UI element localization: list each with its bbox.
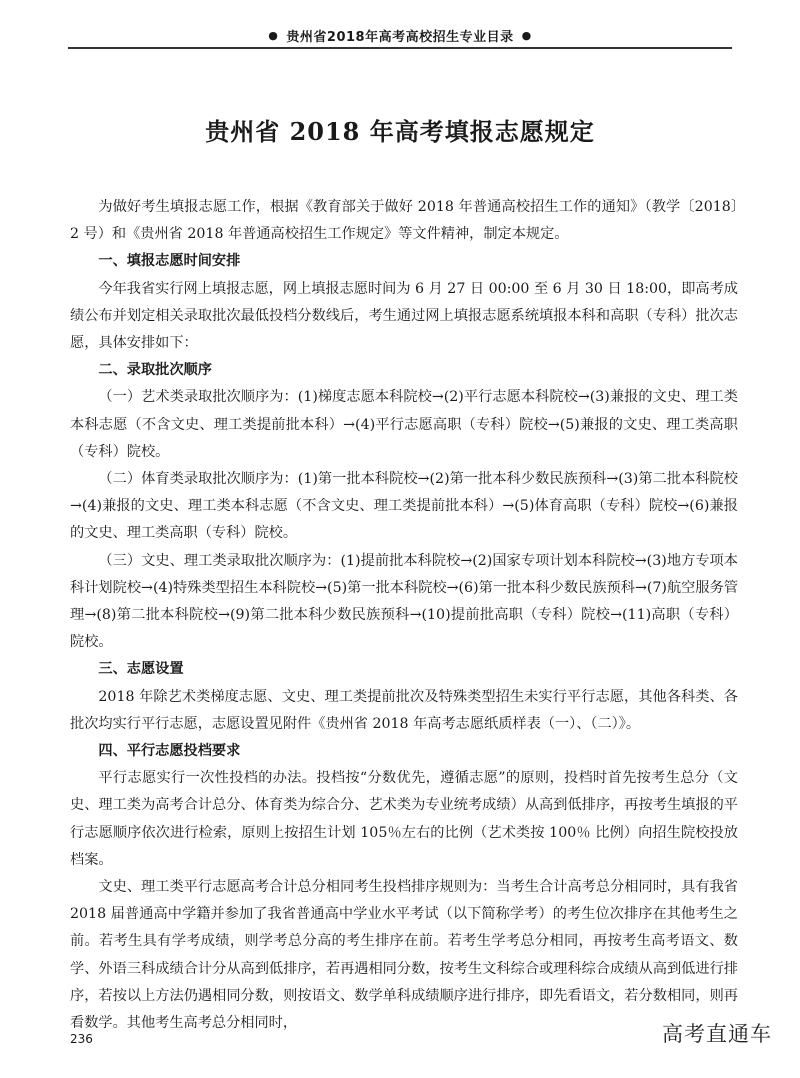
paragraph: 平行志愿实行一次性投档的办法。投档按“分数优先，遵循志愿”的原则，投档时首先按考生总分（文史、理工类为高考合计总分、体育类为综合分、艺术类为专业统考成绩）从高到低排序，再按考生填报的平行志愿顺序依次进行检索，原则上按招生计划 105％左右的比例（艺术类按 100％ 比例）向招生院校投放档案。 (70, 770, 738, 868)
document-body (70, 194, 738, 1037)
page-number: 236 (70, 1032, 93, 1046)
paragraph: （二）体育类录取批次顺序为：(1)第一批本科院校→(2)第一批本科少数民族预科→(3)第二批本科院校→(4)兼报的文史、理工类本科志愿（不含文史、理工类提前批本科）→(5)体育高职（专科）院校→(6)兼报的文史、理工类高职（专科）院校。 (70, 471, 738, 542)
paragraph: （三）文史、理工类录取批次顺序为：(1)提前批本科院校→(2)国家专项计划本科院校→(3)地方专项本科计划院校→(4)特殊类型招生本科院校→(5)第一批本科院校→(6)第一批本科少数民族预科→(7)航空服务管理→(8)第二批本科院校→(9)第二批本科少数民族预科→(10)提前批高职（专科）院校→(11)高职（专科）院校。 (70, 552, 738, 651)
section-heading: 一、填报志愿时间安排 (98, 253, 241, 270)
document-title: 贵州省 2018 年高考填报志愿规定 (205, 117, 595, 146)
section-heading: 四、平行志愿投档要求 (98, 743, 241, 760)
section-heading: 二、录取批次顺序 (98, 362, 212, 379)
running-header-title: 贵州省2018年高考高校招生专业目录 (286, 29, 514, 45)
paragraph: （一）艺术类录取批次顺序为：(1)梯度志愿本科院校→(2)平行志愿本科院校→(3)兼报的文史、理工类本科志愿（不含文史、理工类提前批本科）→(4)平行志愿高职（专科）院校→(5)兼报的文史、理工类高职（专科）院校。 (70, 389, 738, 460)
paragraph: 今年我省实行网上填报志愿，网上填报志愿时间为 6 月 27 日 00:00 至 6 月 30 日 18:00，即高考成绩公布并划定相关录取批次最低投档分数线后，考生通过网上填报志愿系统填报本科和高职（专科）批次志愿，具体安排如下： (70, 280, 738, 352)
bullet-icon: ● (521, 28, 532, 42)
running-header (68, 24, 732, 46)
section-heading: 三、志愿设置 (98, 661, 184, 678)
watermark: 高考直通车 (662, 1022, 772, 1046)
header-rule (68, 47, 732, 49)
paragraph: 2018 年除艺术类梯度志愿、文史、理工类提前批次及特殊类型招生未实行平行志愿，其他各科类、各批次均实行平行志愿，志愿设置见附件《贵州省 2018 年高考志愿纸质样表（一）、（二）》。 (70, 688, 738, 732)
bullet-icon: ● (268, 28, 279, 42)
paragraph: 文史、理工类平行志愿高考合计总分相同考生投档排序规则为：当考生合计高考总分相同时，具有我省 2018 届普通高中学籍并参加了我省普通高中学业水平考试（以下简称学考）的考生位次排序在其他考生之前。若考生具有学考成绩，则学考总分高的考生排序在前。若考生学考总分相同，再按考生高考语文、数学、外语三科成绩合计分从高到低排序，若再遇相同分数，按考生文科综合或理科综合成绩从高到低进行排序，若按以上方法仍遇相同分数，则按语文、数学单科成绩顺序进行排序，即先看语文，若分数相同，则再看数学。其他考生高考总分相同时， (70, 879, 738, 1032)
intro-paragraph: 为做好考生填报志愿工作，根据《教育部关于做好 2018 年普通高校招生工作的通知》（教学〔2018〕2 号）和《贵州省 2018 年普通高校招生工作规定》等文件精神，制定本规定。 (70, 199, 738, 243)
